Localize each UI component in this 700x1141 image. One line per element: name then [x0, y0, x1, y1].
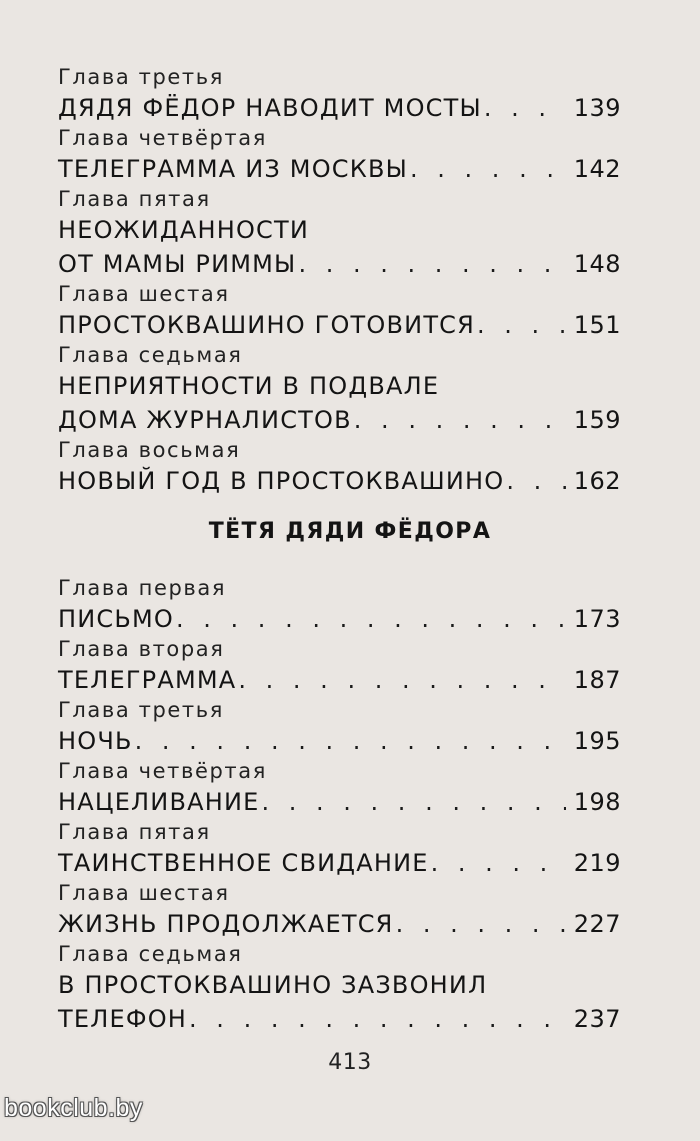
- chapter-title-row: [58, 602, 621, 636]
- dot-leader: [431, 846, 566, 880]
- dot-leader: [354, 403, 566, 437]
- dot-leader: [396, 907, 566, 941]
- toc-entry: [58, 125, 621, 186]
- dot-leader: [176, 602, 566, 636]
- chapter-title: ЖИЗНЬ ПРОДОЛЖАЕТСЯ: [58, 910, 394, 938]
- page-number: 173: [573, 605, 621, 633]
- chapter-label: Глава пятая: [58, 820, 211, 844]
- chapter-label: Глава восьмая: [58, 438, 241, 462]
- page-number: 227: [573, 910, 621, 938]
- dot-leader: [189, 1002, 566, 1036]
- chapter-title-row: [58, 1002, 621, 1036]
- chapter-title-row: [58, 308, 621, 342]
- dot-leader: [410, 152, 566, 186]
- dot-leader: [135, 724, 566, 758]
- chapter-title-row: [58, 907, 621, 941]
- dot-leader: [262, 785, 566, 819]
- chapter-title-line: В ПРОСТОКВАШИНО ЗАЗВОНИЛ: [58, 971, 488, 999]
- toc-entry: [58, 758, 621, 819]
- chapter-title: ПИСЬМО: [58, 605, 175, 633]
- page-number: 162: [573, 467, 621, 495]
- toc-entry: [58, 437, 621, 498]
- chapter-title-row: [58, 247, 621, 281]
- chapter-title: ПРОСТОКВАШИНО ГОТОВИТСЯ: [58, 311, 476, 339]
- chapter-label: Глава пятая: [58, 187, 211, 211]
- toc-entry: [58, 281, 621, 342]
- chapter-title-line: НЕОЖИДАННОСТИ: [58, 216, 310, 244]
- chapter-title: ТЕЛЕГРАММА ИЗ МОСКВЫ: [58, 155, 409, 183]
- page-number: 139: [573, 94, 621, 122]
- page-number: 198: [573, 788, 621, 816]
- page-folio-number: 413: [328, 1050, 372, 1075]
- toc-entry: [58, 880, 621, 941]
- page-number: 151: [573, 311, 621, 339]
- toc-entry: [58, 64, 621, 125]
- chapter-label: Глава четвёртая: [58, 759, 267, 783]
- chapter-title-row: [58, 846, 621, 880]
- chapter-title: ТЕЛЕФОН: [58, 1005, 188, 1033]
- chapter-title-row: [58, 663, 621, 697]
- chapter-label: Глава четвёртая: [58, 126, 267, 150]
- page-number: 142: [573, 155, 621, 183]
- chapter-label: Глава седьмая: [58, 942, 243, 966]
- chapter-title-line: НЕПРИЯТНОСТИ В ПОДВАЛЕ: [58, 372, 440, 400]
- page-number: 187: [573, 666, 621, 694]
- chapter-title-row: [58, 464, 621, 498]
- chapter-title-row: [58, 91, 621, 125]
- toc-entry: [58, 819, 621, 880]
- chapter-label: Глава третья: [58, 65, 224, 89]
- page-number: 237: [573, 1005, 621, 1033]
- chapter-title-row: [58, 724, 621, 758]
- page-number: 159: [573, 406, 621, 434]
- page-number: 195: [573, 727, 621, 755]
- chapter-title-row: [58, 785, 621, 819]
- chapter-label: Глава третья: [58, 698, 224, 722]
- chapter-label: Глава шестая: [58, 282, 230, 306]
- chapter-title-row: [58, 152, 621, 186]
- chapter-title: НОВЫЙ ГОД В ПРОСТОКВАШИНО: [58, 467, 505, 495]
- dot-leader: [484, 91, 566, 125]
- chapter-label: Глава вторая: [58, 637, 225, 661]
- page-number: 148: [573, 250, 621, 278]
- toc-entry: [58, 697, 621, 758]
- toc-entry: [58, 941, 621, 1036]
- table-of-contents-part-1: [58, 64, 621, 498]
- chapter-title: ДЯДЯ ФЁДОР НАВОДИТ МОСТЫ: [58, 94, 482, 122]
- toc-entry: [58, 342, 621, 437]
- chapter-title-row: [58, 403, 621, 437]
- dot-leader: [477, 308, 566, 342]
- chapter-title: НАЦЕЛИВАНИЕ: [58, 788, 260, 816]
- watermark-text: bookclub.by: [4, 1094, 143, 1122]
- chapter-title: ОТ МАМЫ РИММЫ: [58, 250, 297, 278]
- dot-leader: [298, 247, 565, 281]
- chapter-label: Глава седьмая: [58, 343, 243, 367]
- chapter-title: ТАИНСТВЕННОЕ СВИДАНИЕ: [58, 849, 429, 877]
- toc-entry: [58, 575, 621, 636]
- section-heading: ТЁТЯ ДЯДИ ФЁДОРА: [208, 519, 492, 544]
- dot-leader: [506, 464, 565, 498]
- chapter-title: ДОМА ЖУРНАЛИСТОВ: [58, 406, 352, 434]
- toc-entry: [58, 636, 621, 697]
- page-number: 219: [573, 849, 621, 877]
- chapter-title: НОЧЬ: [58, 727, 133, 755]
- dot-leader: [238, 663, 565, 697]
- toc-entry: [58, 186, 621, 281]
- chapter-label: Глава первая: [58, 576, 227, 600]
- chapter-title: ТЕЛЕГРАММА: [58, 666, 237, 694]
- table-of-contents-part-2: [58, 575, 621, 1036]
- chapter-label: Глава шестая: [58, 881, 230, 905]
